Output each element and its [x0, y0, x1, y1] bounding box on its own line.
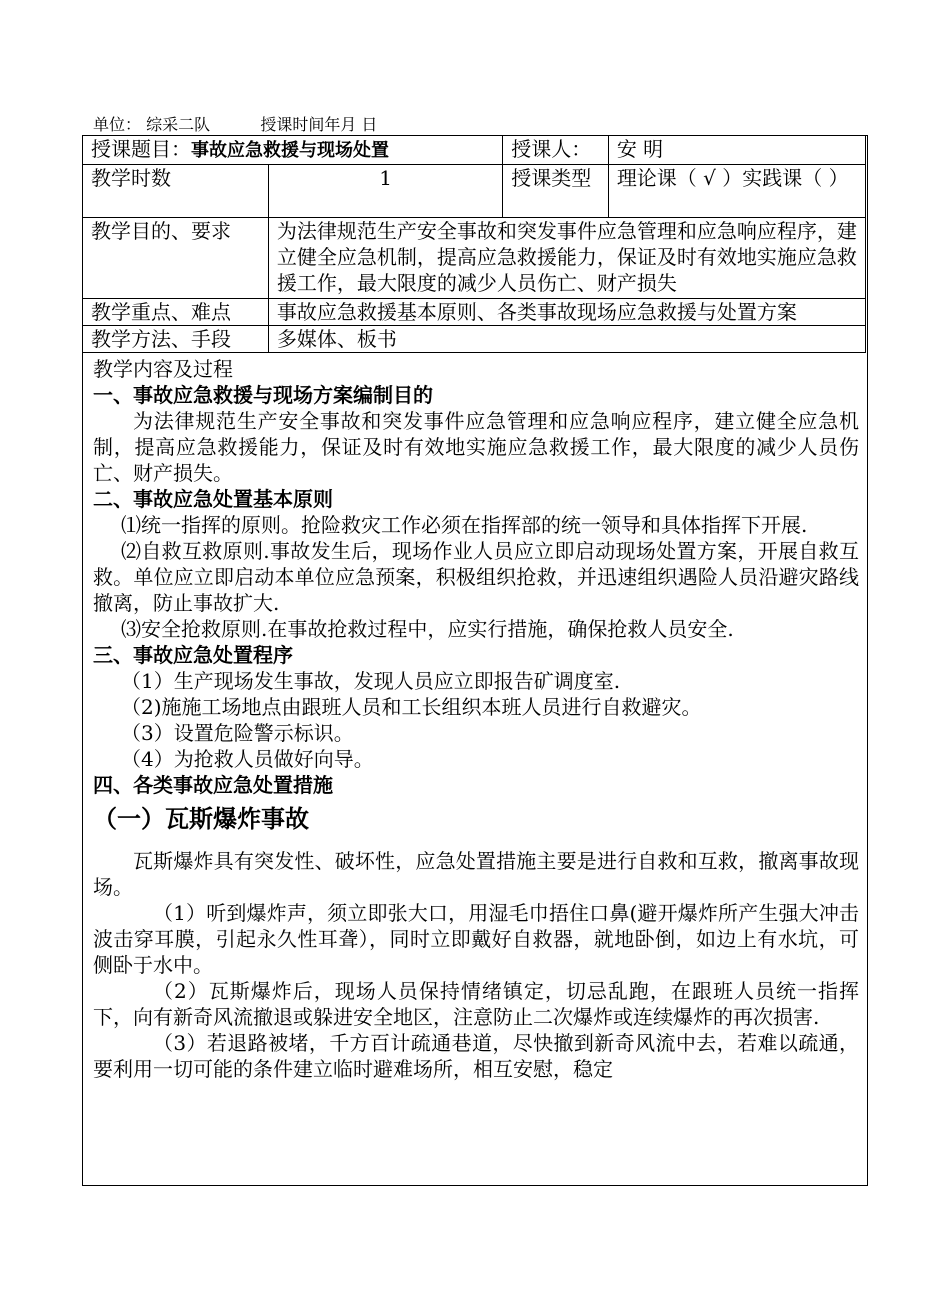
heading-measures: 四、各类事故应急处置措施: [93, 773, 333, 797]
topic-value: 事故应急救援与现场处置: [191, 140, 389, 161]
focus-value: 事故应急救援基本原则、各类事故现场应急救援与处置方案: [268, 299, 865, 326]
procedure-step-2: （2)施施工场地点由跟班人员和工长组织本班人员进行自救避灾。: [121, 695, 702, 719]
paragraph-gas-intro: 瓦斯爆炸具有突发性、破坏性，应急处置措施主要是进行自救和互救，撤离事故现场。: [93, 849, 859, 899]
paragraph-principle-2: ⑵自救互救原则.事故发生后，现场作业人员应立即启动现场处置方案，开展自救互救。单位应立即启动本单位应急预案，积极组织抢救，并迅速组织遇险人员沿避灾路线撤离，防止事故扩大.: [93, 539, 859, 615]
type-value: 理论课（ √ ）实践课（ ）: [608, 165, 865, 218]
type-label: 授课类型: [503, 165, 609, 218]
heading-procedure: 三、事故应急处置程序: [93, 643, 293, 667]
teacher-value: 安 明: [608, 136, 865, 165]
paragraph-purpose: 为法律规范生产安全事故和突发事件应急管理和应急响应程序，建立健全应急机制，提高应急救援能力，保证及时有效地实施应急救援工作，最大限度的减少人员伤亡、财产损失。: [93, 409, 859, 485]
heading-principles: 二、事故应急处置基本原则: [93, 487, 333, 511]
lesson-plan-form: [82, 135, 868, 1186]
paragraph-gas-3: （3）若退路被堵，千方百计疏通巷道，尽快撤到新奇风流中去，若难以疏通，要利用一切可能的条件建立临时避难场所，相互安慰，稳定: [93, 1031, 859, 1081]
lesson-content: [83, 356, 868, 1082]
topic-cell: [83, 136, 503, 165]
method-value: 多媒体、板书: [268, 326, 865, 353]
heading-gas-explosion: （一）瓦斯爆炸事故: [93, 804, 309, 833]
method-label: 教学方法、手段: [83, 326, 269, 353]
topic-label: 授课题目：: [91, 137, 191, 161]
section-title: 教学内容及过程: [93, 357, 233, 381]
teacher-label: 授课人：: [503, 136, 609, 165]
unit-value: 综采二队: [146, 115, 211, 134]
hours-value: 1: [268, 165, 502, 218]
heading-purpose: 一、事故应急救援与现场方案编制目的: [93, 383, 433, 407]
goal-label: 教学目的、要求: [83, 218, 269, 299]
paragraph-principle-1: ⑴统一指挥的原则。抢险救灾工作必须在指挥部的统一领导和具体指挥下开展.: [121, 513, 808, 537]
paragraph-principle-3: ⑶安全抢救原则.在事故抢救过程中，应实行措施，确保抢救人员安全.: [121, 617, 734, 641]
paragraph-gas-2: （2）瓦斯爆炸后，现场人员保持情绪镇定，切忌乱跑，在跟班人员统一指挥下，向有新奇风流撤退或躲进安全地区，注意防止二次爆炸或连续爆炸的再次损害.: [93, 979, 859, 1029]
lesson-header-table: [82, 135, 866, 353]
procedure-step-1: （1）生产现场发生事故，发现人员应立即报告矿调度室.: [121, 669, 621, 693]
focus-label: 教学重点、难点: [83, 299, 269, 326]
unit-label: 单位：: [93, 115, 142, 134]
time-label: 授课时间年月 日: [260, 115, 378, 134]
goal-value: 为法律规范生产安全事故和突发事件应急管理和应急响应程序，建立健全应急机制，提高应急救援能力，保证及时有效地实施应急救援工作，最大限度的减少人员伤亡、财产损失: [268, 218, 865, 299]
procedure-step-3: （3）设置危险警示标识。: [121, 721, 354, 745]
unit-line: [93, 112, 377, 135]
paragraph-gas-1: （1）听到爆炸声，须立即张大口，用湿毛巾捂住口鼻(避开爆炸所产生强大冲击波击穿耳膜，引起永久性耳聋），同时立即戴好自救器，就地卧倒，如边上有水坑，可侧卧于水中。: [93, 901, 859, 977]
procedure-step-4: （4）为抢救人员做好向导。: [121, 747, 374, 771]
hours-label: 教学时数: [83, 165, 269, 218]
